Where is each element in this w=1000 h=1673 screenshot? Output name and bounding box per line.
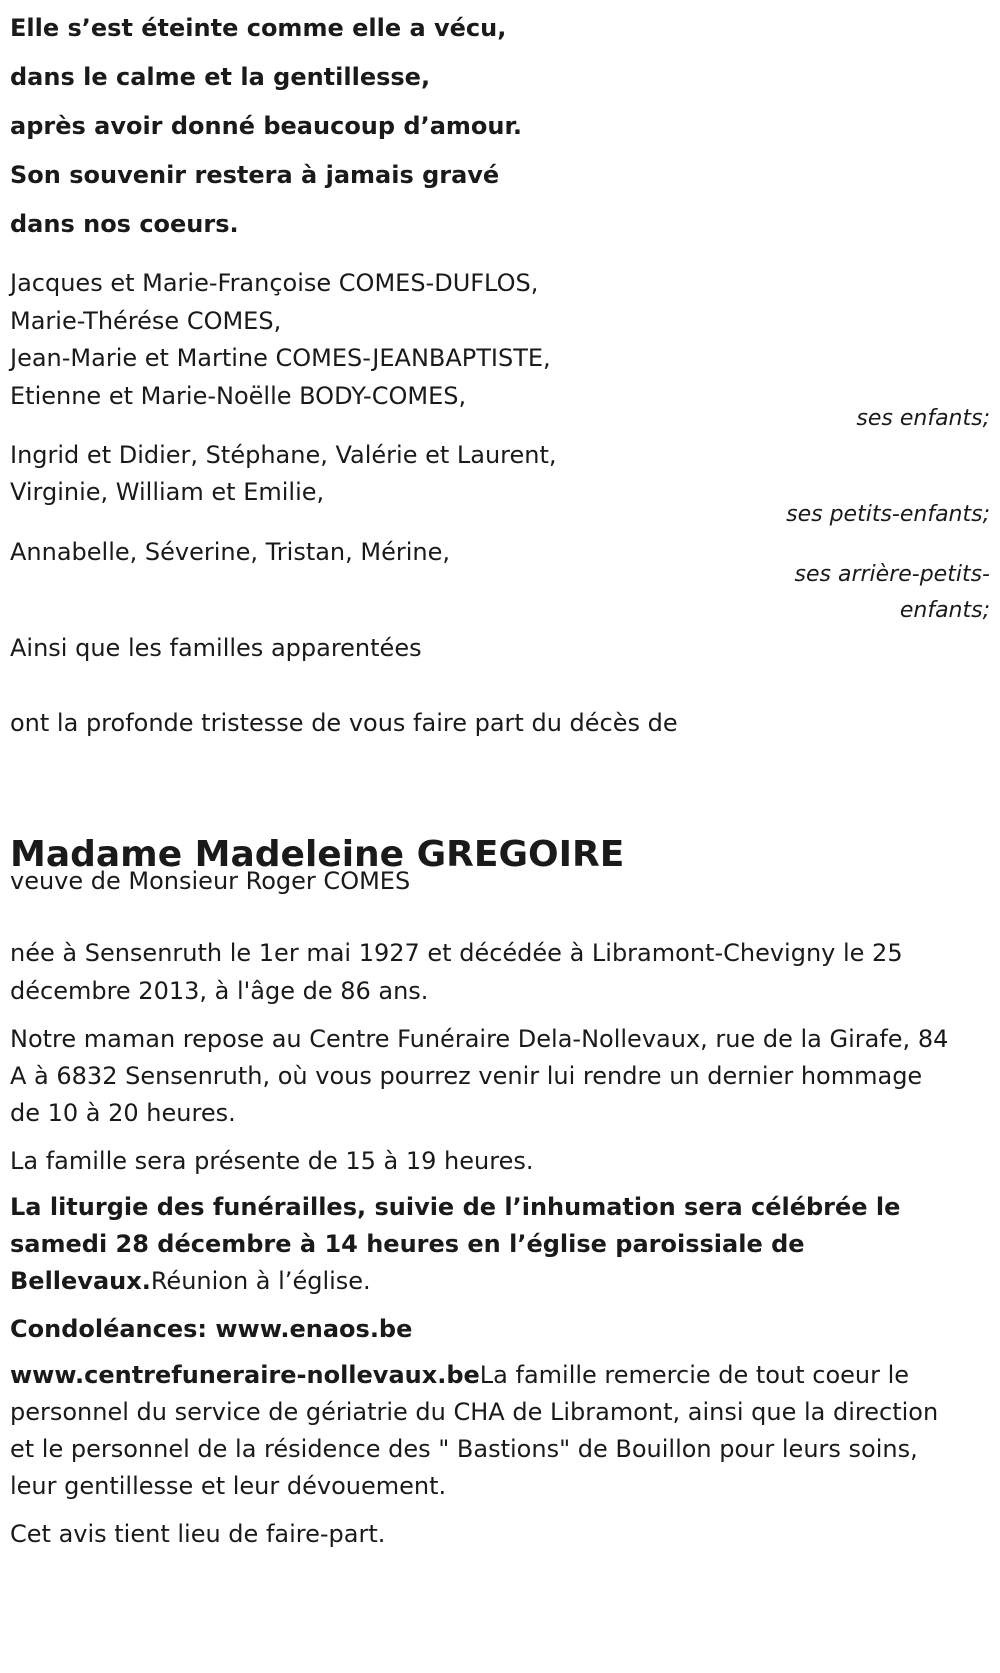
rest-place: Notre maman repose au Centre Funéraire Dela-Nollevaux, rue de la Girafe, 84 A à 6832 Sensenruth, où vous pourrez venir lui rendre un dernier hommage de 10 à 20 heures. xyxy=(10,1025,949,1127)
poem-line: Son souvenir restera à jamais gravé xyxy=(10,161,500,189)
grandchildren-role: ses petits-enfants; xyxy=(786,502,990,527)
condolences: Condoléances: www.enaos.be xyxy=(10,1315,413,1343)
child-family: Marie-Thérése COMES, xyxy=(10,307,282,335)
poem-line: dans le calme et la gentillesse, xyxy=(10,63,431,91)
thanks-paragraph xyxy=(10,1357,950,1505)
thanks: La famille remercie de tout coeur le personnel du service de gériatrie du CHA de Libramont, ainsi que la direction et le personnel de la résidence des " Bastions" de Bouillon pour leurs soins, leur gentillesse et leur dévouement. xyxy=(10,1361,939,1500)
great-grandchildren-role: enfants; xyxy=(899,598,990,623)
poem-line: Elle s’est éteinte comme elle a vécu, xyxy=(10,14,507,42)
liturgy-bold: La liturgie des funérailles, suivie de l’inhumation sera célébrée le samedi 28 décembre à 14 heures en l’église paroissiale de Bellevaux. xyxy=(10,1193,901,1295)
closing: Cet avis tient lieu de faire-part. xyxy=(10,1520,386,1548)
child-family: Etienne et Marie-Noëlle BODY-COMES, xyxy=(10,382,467,410)
widow-of: veuve de Monsieur Roger COMES xyxy=(10,867,411,895)
website: www.centrefuneraire-nollevaux.be xyxy=(10,1361,480,1389)
grandchild-family: Ingrid et Didier, Stéphane, Valérie et Laurent, xyxy=(10,441,557,469)
birth-death: née à Sensenruth le 1er mai 1927 et décédée à Libramont-Chevigny le 25 décembre 2013, à l'âge de 86 ans. xyxy=(10,939,903,1005)
announcement: ont la profonde tristesse de vous faire part du décès de xyxy=(10,709,678,737)
children-role: ses enfants; xyxy=(856,406,990,431)
great-grandchildren: Annabelle, Séverine, Tristan, Mérine, xyxy=(10,538,451,566)
family-presence: La famille sera présente de 15 à 19 heures. xyxy=(10,1147,534,1175)
poem xyxy=(10,4,950,249)
liturgy xyxy=(10,1189,950,1300)
liturgy-normal: Réunion à l’église. xyxy=(150,1267,371,1295)
child-family: Jean-Marie et Martine COMES-JEANBAPTISTE, xyxy=(10,344,551,372)
poem-line: après avoir donné beaucoup d’amour. xyxy=(10,112,523,140)
deceased-name: Madame Madeleine GREGOIRE xyxy=(10,834,625,875)
related-families: Ainsi que les familles apparentées xyxy=(10,634,422,662)
poem-line: dans nos coeurs. xyxy=(10,210,239,238)
child-family: Jacques et Marie-Françoise COMES-DUFLOS, xyxy=(10,269,539,297)
great-grandchildren-role: ses arrière-petits- xyxy=(794,562,990,587)
grandchild-family: Virginie, William et Emilie, xyxy=(10,478,325,506)
